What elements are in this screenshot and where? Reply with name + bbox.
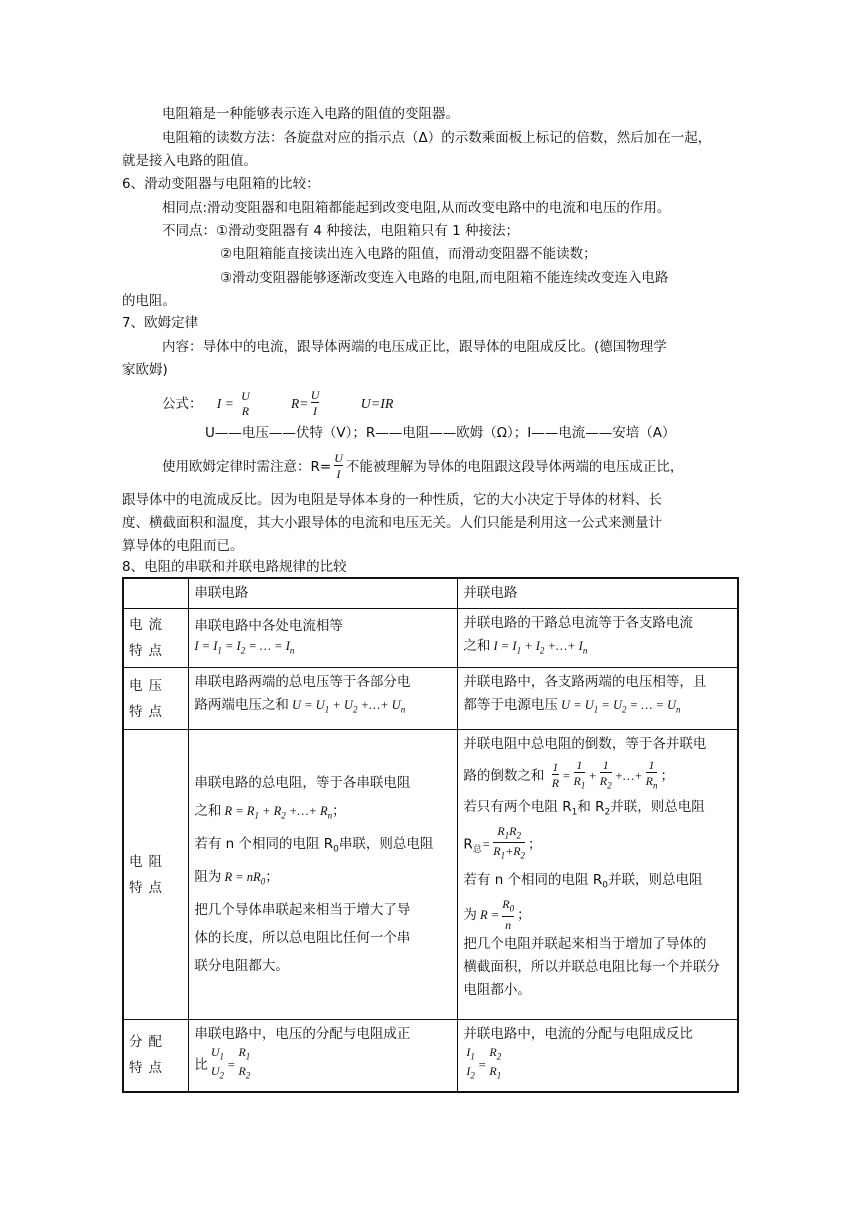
res-par-text-f: 为 [463,907,477,924]
note-line-2: 跟导体中的电流成反比。因为电阻是导体本身的一种性质，它的大小决定于导体的材料、长 [122,492,662,508]
dist-series-line-b: 比 $U_1$ $U_2$ = $R_1$ $R_2$ [194,1045,251,1081]
res-series-text-f: 体的长度，所以总电阻比任何一个串 [194,929,411,946]
cur-par-text-b: 之和 [463,638,491,654]
res-par-frac-total: $\frac{1}{R}$ [551,760,560,790]
cur-par-formula: $I = I_1 + I_2$ +…+ $I_n$ [490,639,588,656]
formula-i: I = [216,396,234,411]
res-series-text-d: 阻为 [194,869,222,886]
vol-series-text-a: 串联电路两端的总电压等于各部分电 [194,674,411,690]
vol-series-line-b [194,694,452,722]
res-par-line-d: $R_总=$ $\frac{R_1R_2}{R_1+R_2}$ ； [463,823,542,861]
res-par-line-c: 若只有两个电阻 $R_1$和 $R_2$并联，则总电阻 [463,799,705,818]
table-row-distribution [123,1020,738,1092]
para-ohm-content-cont: 家欧姆) [122,362,168,378]
cell-current-parallel [458,609,738,668]
res-par-text-d: R [463,836,473,853]
note-line-1 [162,452,683,482]
table-row-voltage [123,668,738,730]
res-par-text-c: 若只有两个电阻 R [463,799,572,815]
vol-par-line-b [463,694,732,722]
note-line-3: 度、横截面积和温度，其大小跟导体的电流和电压无关。人们只能是利用这一公式来测量计 [122,515,662,531]
para-same: 相同点:滑动变阻器和电阻箱都能起到改变电阻,从而改变电路中的电流和电压的作用。 [162,200,671,216]
cur-series-text: 串联电路中各处电流相等 [194,617,343,634]
table-header-row [123,578,738,609]
formula-u: U=IR [360,397,394,412]
label-voltage: 电压特点 [123,668,189,730]
dist-series-frac-u: $U_1$ $U_2$ [210,1045,225,1081]
res-par-frac-1: $\frac{1}{R_1}$ [573,757,586,791]
res-series-n-formula: $R = nR_0$ [221,870,266,887]
dist-par-line-b: $I_1$ $I_2$ = $R_2$ $R_1$ [466,1045,502,1081]
dist-par-frac-i: $I_1$ $I_2$ [466,1045,475,1081]
formula-r-frac: $\frac{U}{I}$ [310,388,320,418]
vol-par-formula: $U = U_1 = U_2$ = … = $U_n$ [557,698,681,715]
res-series-text-g: 联分电阻都大。 [194,957,289,974]
para-ohm-content: 内容：导体中的电流，跟导体两端的电压成正比，跟导体的电阻成反比。(德国物理学 [162,339,667,355]
formula-line [162,388,393,421]
table-row-resistance [123,730,738,1020]
cell-distribution-series [189,1020,458,1092]
cur-series-formula: $I = I_1 = I_2$ = … = $I_n$ [194,638,295,656]
table-row-current [123,609,738,668]
para-diff-2: ②电阻箱能直接读出连入电路的阻值，而滑动变阻器不能读数； [220,246,597,262]
res-par-frac-n-same: $\frac{R_0}{n}$ [502,897,515,932]
res-par-text-e2: 并联，则总电阻 [607,871,703,888]
formula-r: R= [291,396,309,411]
vol-par-text-a: 并联电路中，各支路两端的电压相等，且 [463,674,707,690]
dist-par-text-a: 并联电路中，电流的分配与电阻成反比 [463,1026,693,1042]
res-par-text-e: 若有 n 个相同的电阻 R [463,871,603,888]
res-series-formula: $R = R_1 + R_2$ +…+ $R_n$ [221,804,333,821]
note-frac: $\frac{U}{I}$ [334,451,343,481]
res-par-line-b: 路的倒数之和 $\frac{1}{R}$ = $\frac{1}{R_1}$ + $\frac{1}{R_2}$ +…+ $\frac{1}{R_n}$ ； [463,757,674,791]
res-par-line-e: 若有 n 个相同的电阻 $R_0$并联，则总电阻 [463,871,703,891]
header-parallel: 并联电路 [458,578,738,609]
para-diff-1: 不同点：①滑动变阻器有 4 种接法，电阻箱只有 1 种接法； [162,223,519,239]
res-par-frac-n: $\frac{1}{R_n}$ [645,757,658,791]
dist-series-text-b: 比 [194,1056,208,1073]
res-series-line-b: 之和 $R = R_1 + R_2$ +…+ $R_n$； [194,803,346,821]
comparison-table [122,577,739,1093]
para-diff-3-cont: 的电阻。 [122,293,176,309]
res-series-text-e: 把几个导体串联起来相当于增大了导 [194,901,411,918]
para-diff-3: ③滑动变阻器能够逐渐改变连入电路的电阻,而电阻箱不能连续改变连入电路 [220,270,669,286]
cur-par-line-b [463,635,732,663]
dist-series-frac-r: $R_1$ $R_2$ [238,1045,251,1081]
res-series-text-c2: 串联，则总电阻 [338,835,434,852]
res-par-sub-total: 总 [472,844,482,855]
dist-par-frac-r: $R_2$ $R_1$ [489,1045,502,1081]
para-resistance-box-definition: 电阻箱是一种能够表示连入电路的阻值的变阻器。 [162,106,459,122]
vol-series-text-b: 路两端电压之和 [194,697,289,713]
cell-voltage-parallel [458,668,738,730]
cell-resistance-parallel [458,730,738,1020]
res-par-text-b: 路的倒数之和 [463,768,545,784]
formula-i-frac: U R [241,388,250,418]
res-par-frac-2: $\frac{1}{R_2}$ [599,757,612,791]
note-text-a: 使用欧姆定律时需注意：R= [162,459,332,475]
para-reading-method-cont: 就是接入电路的阻值。 [122,153,257,169]
header-series: 串联电路 [189,578,458,609]
cur-par-text-a: 并联电路的干路总电流等于各支路电流 [463,615,693,631]
res-par-frac-two: $\frac{R_1R_2}{R_1+R_2}$ [493,823,526,861]
cell-current-series [189,609,458,668]
res-par-text-i: 电阻都小。 [463,982,531,999]
label-distribution: 分配特点 [123,1020,189,1092]
para-reading-method: 电阻箱的读数方法：各旋盘对应的指示点（Δ）的示数乘面板上标记的倍数，然后加在一起， [162,130,712,146]
res-series-text-b: 之和 [194,803,222,820]
heading-6: 6、滑动变阻器与电阻箱的比较： [122,176,320,192]
note-line-4: 算导体的电阻而已。 [122,538,244,554]
vol-series-formula: $U = U_1 + U_2$ +…+ $U_n$ [288,698,406,715]
header-empty [123,578,189,609]
label-current: 电流特点 [123,609,189,668]
res-par-text-c3: 并联，则总电阻 [610,799,705,815]
cell-voltage-series [189,668,458,730]
formula-label: 公式： [162,396,203,412]
res-par-text-h: 横截面积，所以并联总电阻比每一个并联分 [463,959,720,976]
res-series-line-d: 阻为 $R = nR_0$； [194,869,279,887]
units-line: U——电压——伏特（V）；R——电阻——欧姆（Ω）；I——电流——安培（A） [205,425,676,441]
cell-distribution-parallel [458,1020,738,1092]
res-series-line-c: 若有 n 个相同的电阻 $R_0$串联，则总电阻 [194,835,434,855]
res-par-line-f: 为 R = $\frac{R_0}{n}$ ； [463,897,531,932]
res-par-text-a: 并联电阻中总电阻的倒数，等于各并联电 [463,736,707,752]
res-par-text-g: 把几个电阻并联起来相当于增加了导体的 [463,936,707,953]
cell-resistance-series [189,730,458,1020]
res-series-text-a: 串联电路的总电阻，等于各串联电阻 [194,775,411,792]
heading-8: 8、电阻的串联和并联电路规律的比较 [122,559,347,575]
label-resistance: 电阻特点 [123,730,189,1020]
res-series-text-c: 若有 n 个相同的电阻 R [194,835,334,852]
vol-par-text-b: 都等于电源电压 [463,697,558,713]
res-par-text-c2: 和 R [577,799,605,815]
dist-series-text-a: 串联电路中，电压的分配与电阻成正 [194,1026,411,1042]
heading-7: 7、欧姆定律 [122,315,199,331]
note-text-b: 不能被理解为导体的电阻跟这段导体两端的电压成正比， [345,459,684,475]
